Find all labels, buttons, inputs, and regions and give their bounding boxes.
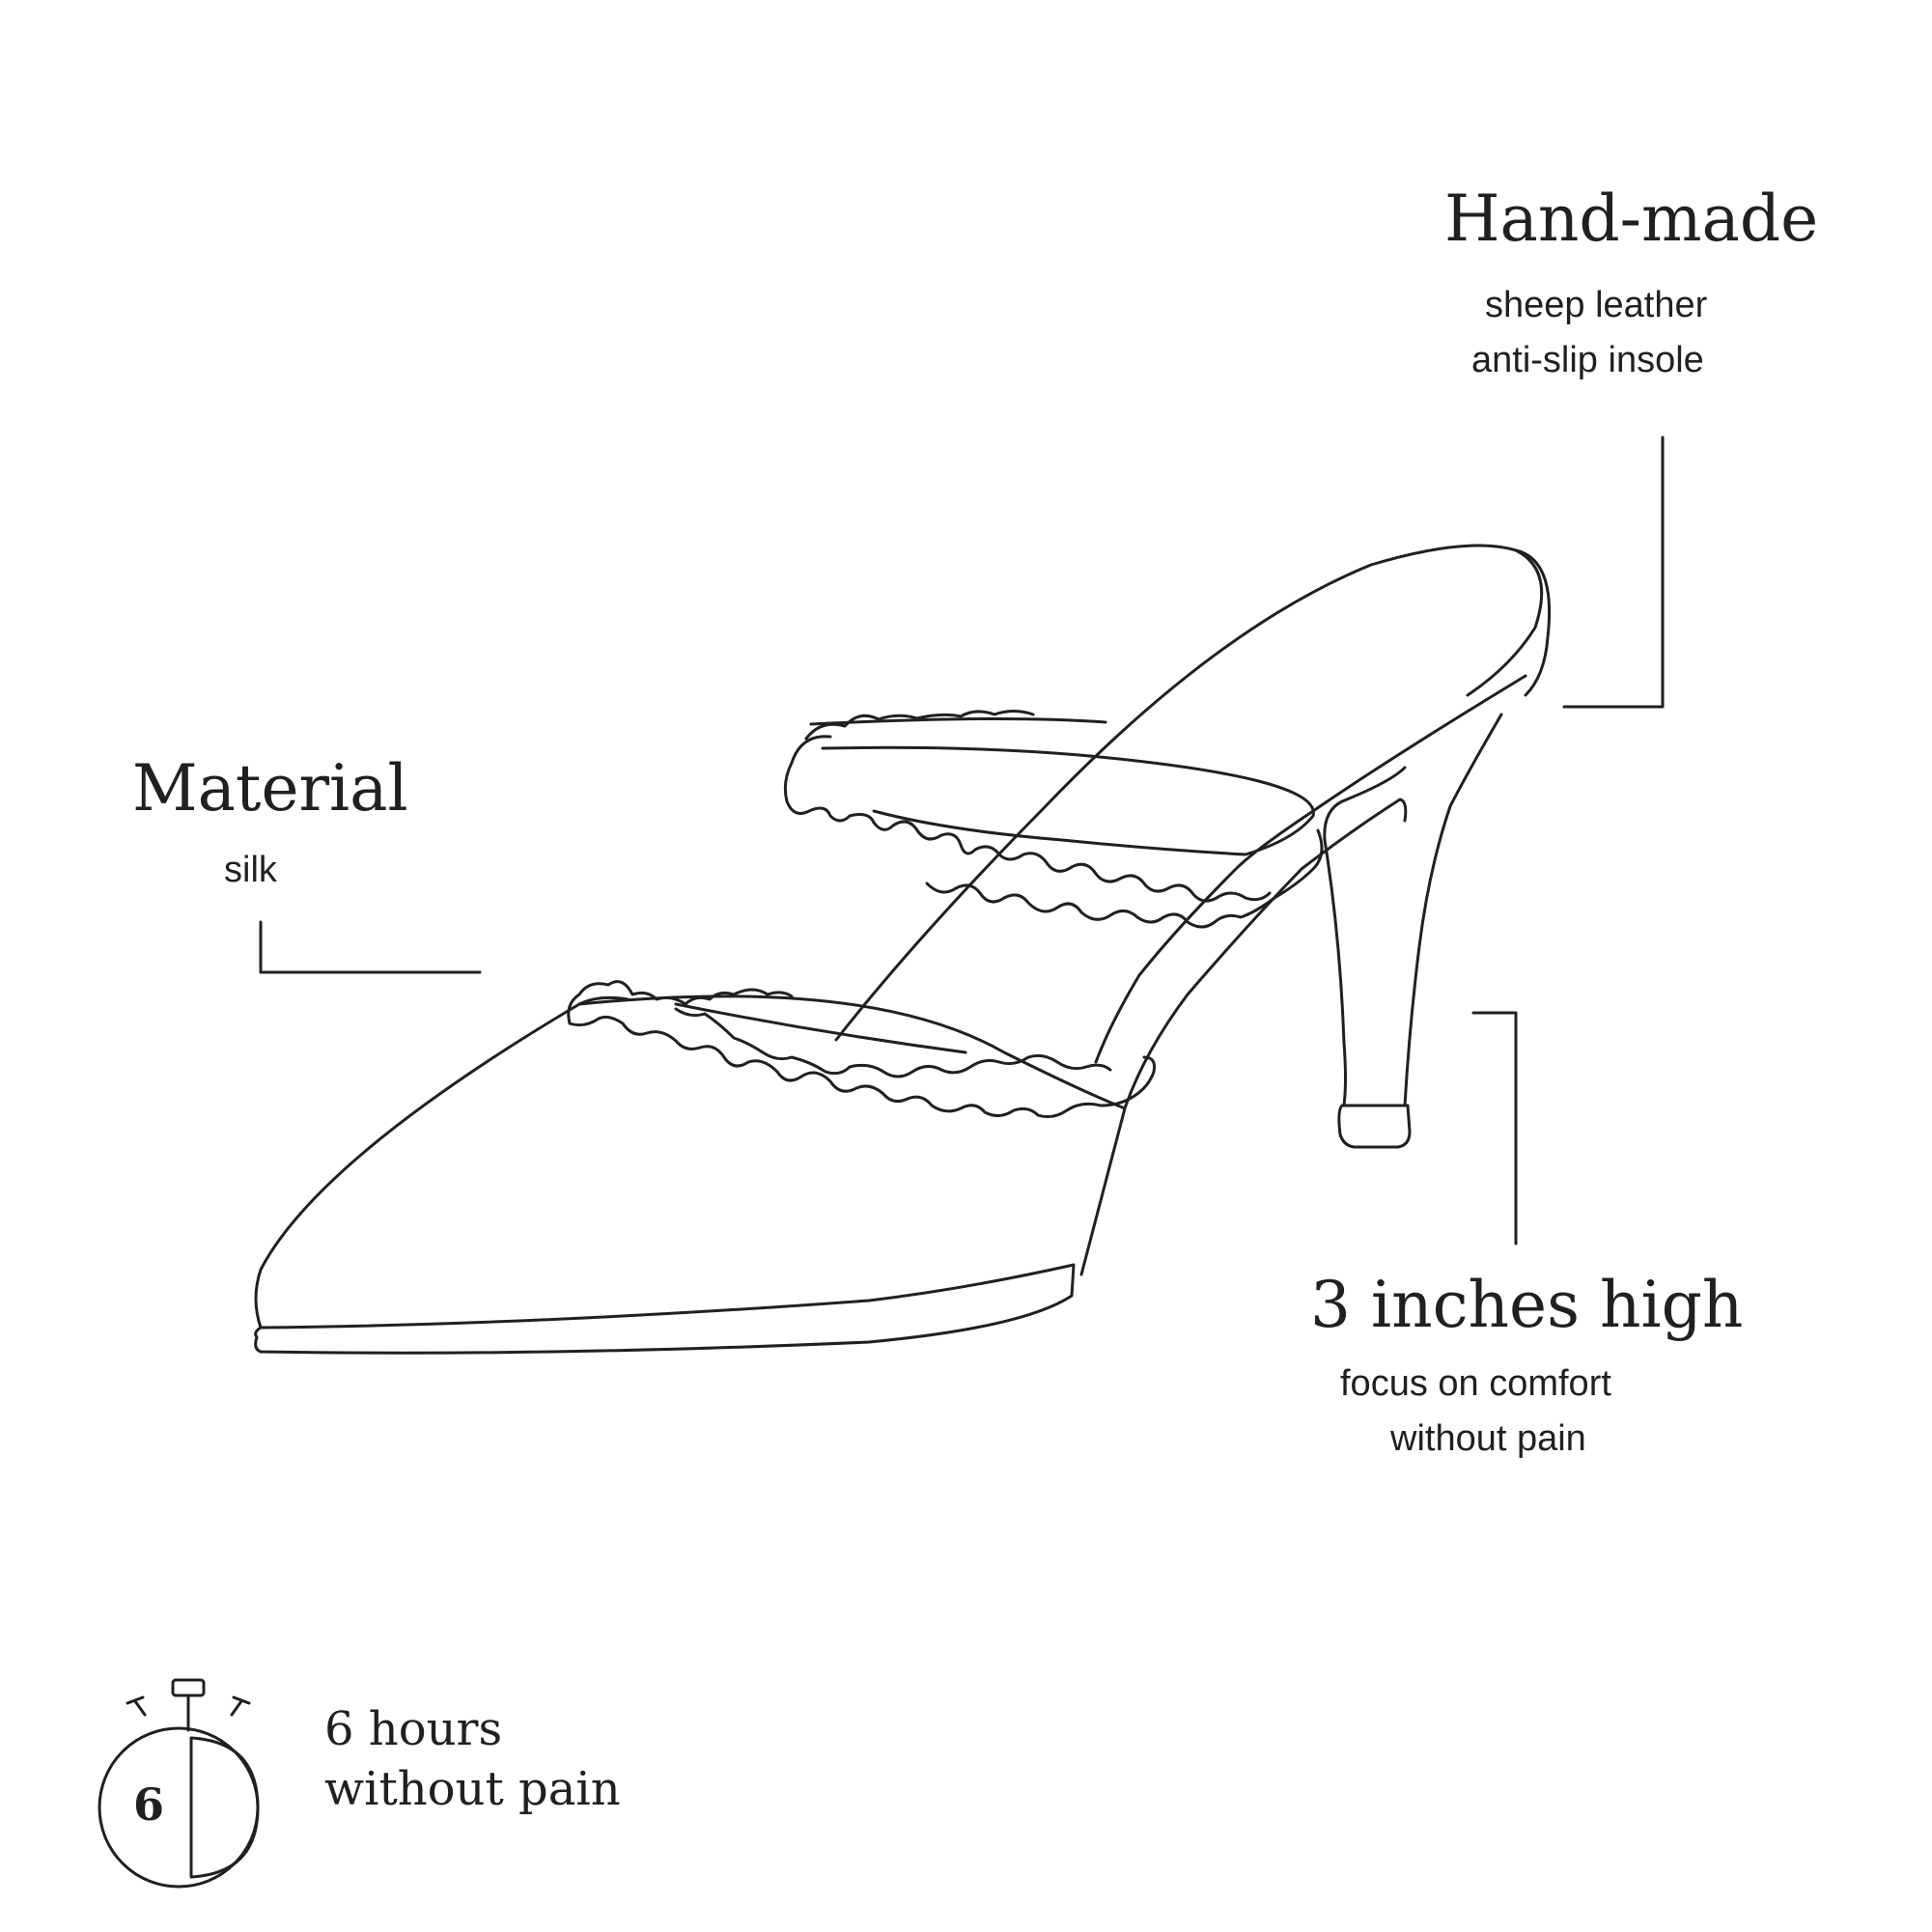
height-title: 3 inches high <box>1310 1268 1744 1342</box>
handmade-detail-2: anti-slip insole <box>1471 340 1704 380</box>
upper-strap-ruffle-top-edge <box>806 712 1033 740</box>
timer-line-2: without pain <box>324 1762 621 1816</box>
shoe-heel-counter <box>1516 550 1550 695</box>
height-detail-1: focus on comfort <box>1340 1363 1611 1404</box>
shoe-sole <box>256 1265 1074 1353</box>
material-title: Material <box>132 751 408 826</box>
shoe-illustration <box>256 546 1550 1353</box>
material-leader-line <box>261 922 480 972</box>
shoe-shank <box>1096 676 1526 1062</box>
stopwatch-icon <box>99 1680 258 1887</box>
material-detail-1: silk <box>224 850 277 890</box>
shoe-heel-tip <box>1339 1106 1410 1147</box>
timer-line-1: 6 hours <box>324 1702 503 1756</box>
shoe-footbed <box>836 546 1542 1040</box>
upper-strap-ruffle-top <box>785 737 1270 901</box>
handmade-title: Hand-made <box>1444 182 1819 256</box>
height-detail-2: without pain <box>1390 1418 1586 1459</box>
shoe-heel <box>1325 714 1501 1106</box>
height-leader-line <box>1473 1013 1516 1244</box>
handmade-detail-1: sheep leather <box>1485 285 1708 325</box>
lower-strap <box>579 997 966 1052</box>
upper-strap <box>811 718 1313 854</box>
timer-number: 6 <box>133 1778 165 1831</box>
shoe-vamp <box>256 996 1125 1328</box>
handmade-leader-line <box>1564 437 1663 707</box>
